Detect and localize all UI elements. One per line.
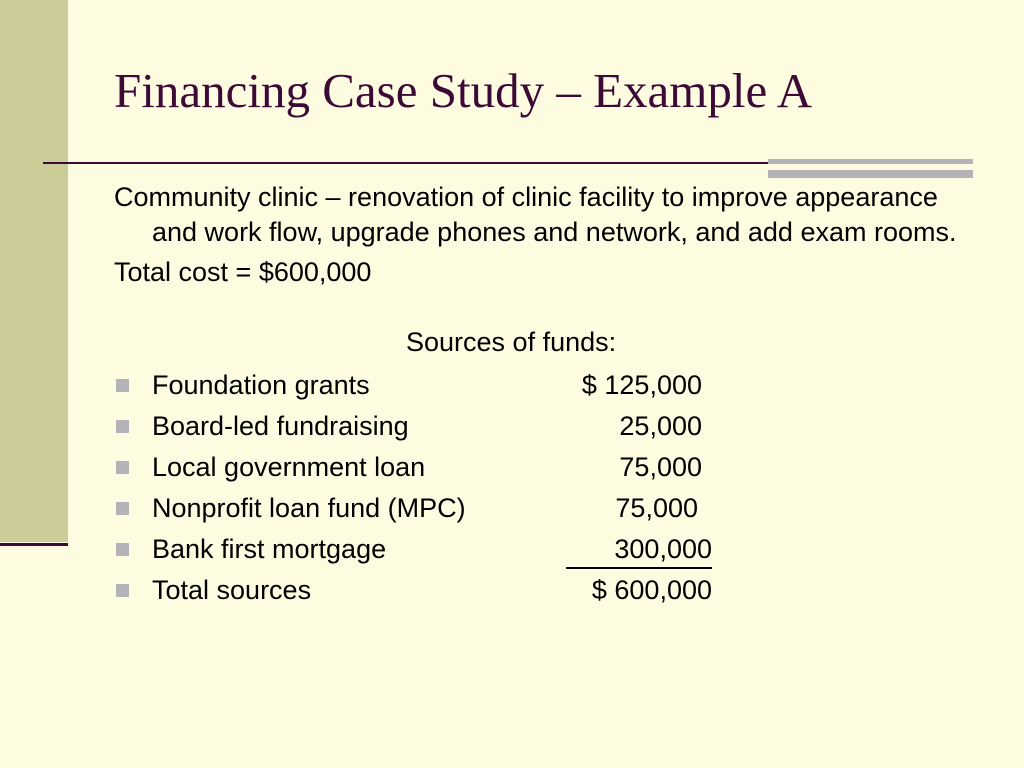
square-bullet-icon bbox=[116, 584, 129, 597]
list-item bbox=[114, 529, 974, 570]
source-name: Total sources bbox=[152, 575, 312, 605]
source-name: Bank first mortgage bbox=[152, 534, 387, 564]
source-amount: 75,000 bbox=[619, 452, 702, 482]
divider-accent-top bbox=[768, 159, 973, 164]
square-bullet-icon bbox=[116, 461, 129, 474]
square-bullet-icon bbox=[116, 420, 129, 433]
left-bar-divider bbox=[0, 543, 68, 546]
square-bullet-icon bbox=[116, 543, 129, 556]
divider-accent-bottom bbox=[768, 170, 973, 178]
underlined-amount: 300,000 bbox=[566, 531, 712, 569]
total-cost: Total cost = $600,000 bbox=[114, 257, 372, 287]
project-description: Community clinic – renovation of clinic facility to improve appearance and work flow, upgrade phones and network, and add exam rooms. bbox=[114, 182, 957, 247]
source-amount: 25,000 bbox=[619, 411, 702, 441]
source-amount: $ 600,000 bbox=[591, 575, 712, 605]
source-amount: $ 125,000 bbox=[581, 370, 702, 400]
list-item bbox=[114, 447, 974, 488]
source-name: Foundation grants bbox=[152, 370, 370, 400]
source-name: Local government loan bbox=[152, 452, 426, 482]
slide-title: Financing Case Study – Example A bbox=[114, 63, 813, 118]
left-decorative-bar bbox=[0, 0, 68, 542]
sources-list bbox=[114, 365, 974, 611]
source-name: Nonprofit loan fund (MPC) bbox=[152, 493, 466, 523]
list-item bbox=[114, 406, 974, 447]
source-amount: 75,000 bbox=[615, 493, 698, 523]
list-item bbox=[114, 488, 974, 529]
sources-heading: Sources of funds: bbox=[406, 327, 617, 357]
source-amount bbox=[566, 529, 712, 570]
list-item bbox=[114, 365, 974, 406]
square-bullet-icon bbox=[116, 502, 129, 515]
source-name: Board-led fundraising bbox=[152, 411, 409, 441]
slide-body bbox=[114, 180, 974, 611]
list-item bbox=[114, 570, 974, 611]
square-bullet-icon bbox=[116, 379, 129, 392]
